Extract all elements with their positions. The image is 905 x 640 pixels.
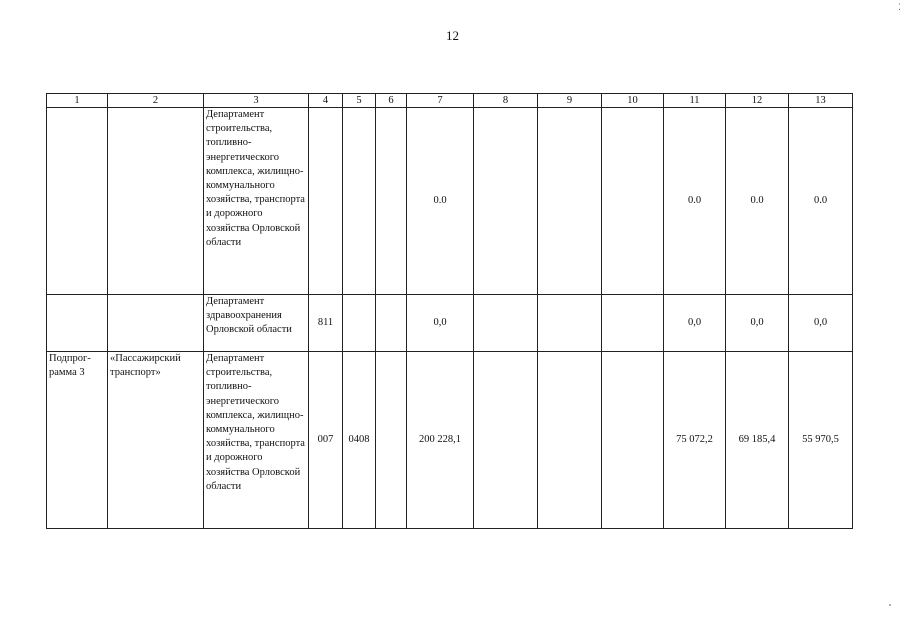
table-row (47, 295, 853, 352)
table-header-row (47, 94, 853, 108)
table-cell (602, 352, 664, 529)
table-cell: 0,0 (726, 295, 789, 352)
scan-speck (889, 604, 891, 606)
table-cell: «Пассажирский транспорт» (108, 352, 204, 529)
budget-table (46, 93, 853, 529)
column-header: 4 (309, 94, 343, 108)
table-cell: Департамент здравоохранения Орловской области (204, 295, 309, 352)
table-cell: 0,0 (789, 295, 853, 352)
table-cell (343, 295, 376, 352)
table-cell: 75 072,2 (664, 352, 726, 529)
column-header: 11 (664, 94, 726, 108)
table-cell: 0,0 (664, 295, 726, 352)
table-cell (474, 295, 538, 352)
table-cell: 0408 (343, 352, 376, 529)
table-cell: 200 228,1 (407, 352, 474, 529)
column-header: 13 (789, 94, 853, 108)
table-cell: 0.0 (407, 108, 474, 295)
table-cell: 69 185,4 (726, 352, 789, 529)
column-header: 5 (343, 94, 376, 108)
table-cell: 0.0 (664, 108, 726, 295)
table-cell (538, 295, 602, 352)
column-header: 8 (474, 94, 538, 108)
column-header: 12 (726, 94, 789, 108)
table-cell (376, 108, 407, 295)
column-header: 1 (47, 94, 108, 108)
table-cell (309, 108, 343, 295)
table-cell (108, 295, 204, 352)
column-header: 7 (407, 94, 474, 108)
table-cell: Департамент строительства, топливно-энергетического комплекса, жилищно-коммунального хозяйства, транспорта и дорожного хозяйства Орловской области (204, 352, 309, 529)
table-row (47, 108, 853, 295)
table-cell (538, 352, 602, 529)
table-row (47, 352, 853, 529)
table-cell (474, 352, 538, 529)
column-header: 3 (204, 94, 309, 108)
scan-mark: ⁚ (898, 2, 901, 12)
table-cell: 0,0 (407, 295, 474, 352)
table-cell (108, 108, 204, 295)
table-cell: 007 (309, 352, 343, 529)
table-cell: 811 (309, 295, 343, 352)
table-cell: Подпрог-рамма 3 (47, 352, 108, 529)
table-cell (602, 295, 664, 352)
column-header: 2 (108, 94, 204, 108)
column-header: 6 (376, 94, 407, 108)
table-cell (602, 108, 664, 295)
column-header: 9 (538, 94, 602, 108)
table-cell (538, 108, 602, 295)
table-cell (47, 108, 108, 295)
column-header: 10 (602, 94, 664, 108)
table-cell: 0.0 (726, 108, 789, 295)
table-cell: 0.0 (789, 108, 853, 295)
table-cell (376, 352, 407, 529)
table-cell: 55 970,5 (789, 352, 853, 529)
table-cell (343, 108, 376, 295)
table-cell (47, 295, 108, 352)
table-cell (474, 108, 538, 295)
table-cell: Департамент строительства, топливно-энергетического комплекса, жилищно-коммунального хозяйства, транспорта и дорожного хозяйства Орловской области (204, 108, 309, 295)
page-number: 12 (446, 28, 459, 43)
table-cell (376, 295, 407, 352)
